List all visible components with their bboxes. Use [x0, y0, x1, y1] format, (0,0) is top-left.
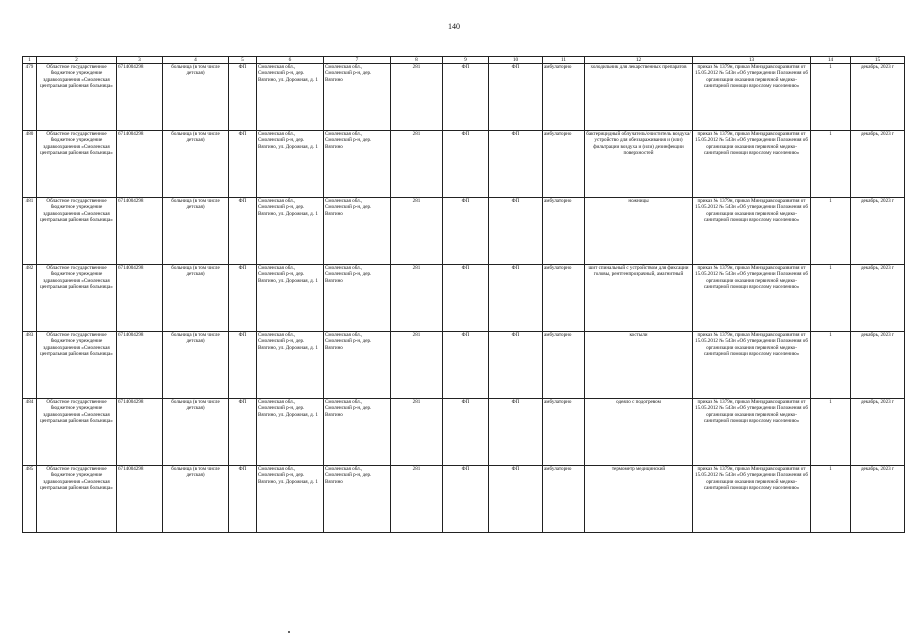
okato-code: 281: [391, 466, 443, 533]
okato-code: 281: [391, 332, 443, 399]
care-form: амбулаторно: [543, 399, 585, 466]
location-address: Смоленская обл., Смоленский р-н, дер. Вязгино: [324, 131, 391, 198]
location-address: Смоленская обл., Смоленский р-н, дер. Вязгино: [324, 399, 391, 466]
column-number: 4: [163, 57, 229, 64]
unit-type: ФП: [229, 198, 257, 265]
facility-type: больница (в том числе детская): [163, 64, 229, 131]
delivery-date: декабрь, 2023 г: [851, 466, 905, 533]
equipment-name: ножницы: [585, 198, 693, 265]
table-row: [23, 332, 905, 399]
unit-type: ФП: [229, 332, 257, 399]
unit-type: ФП: [229, 64, 257, 131]
care-form: амбулаторно: [543, 332, 585, 399]
column-number: 6: [257, 57, 324, 64]
delivery-date: декабрь, 2023 г: [851, 131, 905, 198]
okato-code: 281: [391, 64, 443, 131]
location-address: Смоленская обл., Смоленский р-н, дер. Вязгино: [324, 332, 391, 399]
row-number: 481: [23, 198, 37, 265]
organization-name: Областное государственное бюджетное учреждение здравоохранения «Смоленская центральная районная больница»: [37, 399, 117, 466]
column-number: 14: [811, 57, 851, 64]
table-row: [23, 64, 905, 131]
organization-name: Областное государственное бюджетное учреждение здравоохранения «Смоленская центральная районная больница»: [37, 466, 117, 533]
unit-type-3: ФП: [489, 399, 543, 466]
row-number: 479: [23, 64, 37, 131]
column-number: 9: [443, 57, 489, 64]
quantity: 1: [811, 332, 851, 399]
regulation-order: приказ № 1379н, приказ Минздравсоцразвития от 15.05.2012 № 543н «Об утверждении Положения об организации оказания первичной медико-санитарной помощи взрослому населению»: [693, 198, 811, 265]
scan-speck: [288, 631, 290, 633]
quantity: 1: [811, 131, 851, 198]
unit-type-2: ФП: [443, 64, 489, 131]
inn-code: 6714004298: [117, 198, 163, 265]
table-row: [23, 131, 905, 198]
quantity: 1: [811, 466, 851, 533]
unit-type: ФП: [229, 466, 257, 533]
equipment-name: костыли: [585, 332, 693, 399]
column-number: 1: [23, 57, 37, 64]
organization-name: Областное государственное бюджетное учреждение здравоохранения «Смоленская центральная районная больница»: [37, 265, 117, 332]
equipment-name: бактерицидный облучатель/очиститель воздуха/устройство для обеззараживания и (или) фильтрации воздуха и (или) дезинфекции поверхностей: [585, 131, 693, 198]
column-number: 13: [693, 57, 811, 64]
quantity: 1: [811, 265, 851, 332]
column-number: 11: [543, 57, 585, 64]
inn-code: 6714004298: [117, 399, 163, 466]
unit-type: ФП: [229, 265, 257, 332]
inn-code: 6714004298: [117, 332, 163, 399]
delivery-date: декабрь, 2023 г: [851, 64, 905, 131]
delivery-date: декабрь, 2023 г: [851, 198, 905, 265]
legal-address: Смоленская обл., Смоленский р-н, дер. Вязгино, ул. Дорожная, д. 1: [257, 131, 324, 198]
okato-code: 281: [391, 399, 443, 466]
legal-address: Смоленская обл., Смоленский р-н, дер. Вязгино, ул. Дорожная, д. 1: [257, 332, 324, 399]
regulation-order: приказ № 1379н, приказ Минздравсоцразвития от 15.05.2012 № 543н «Об утверждении Положения об организации оказания первичной медико-санитарной помощи взрослому населению»: [693, 399, 811, 466]
unit-type: ФП: [229, 131, 257, 198]
organization-name: Областное государственное бюджетное учреждение здравоохранения «Смоленская центральная районная больница»: [37, 131, 117, 198]
equipment-name: шит спинальный с устройством для фиксации головы, рентгенпрозрачный, амагнитный: [585, 265, 693, 332]
care-form: амбулаторно: [543, 265, 585, 332]
regulation-order: приказ № 1379н, приказ Минздравсоцразвития от 15.05.2012 № 543н «Об утверждении Положения об организации оказания первичной медико-санитарной помощи взрослому населению»: [693, 466, 811, 533]
inn-code: 6714004298: [117, 131, 163, 198]
column-number: 15: [851, 57, 905, 64]
unit-type: ФП: [229, 399, 257, 466]
column-number: 8: [391, 57, 443, 64]
organization-name: Областное государственное бюджетное учреждение здравоохранения «Смоленская центральная районная больница»: [37, 64, 117, 131]
legal-address: Смоленская обл., Смоленский р-н, дер. Вязгино, ул. Дорожная, д. 1: [257, 198, 324, 265]
column-number-row: [23, 57, 905, 64]
facility-type: больница (в том числе детская): [163, 466, 229, 533]
delivery-date: декабрь, 2023 г: [851, 265, 905, 332]
location-address: Смоленская обл., Смоленский р-н, дер. Вязгино: [324, 466, 391, 533]
inn-code: 6714004298: [117, 64, 163, 131]
quantity: 1: [811, 399, 851, 466]
table-row: [23, 466, 905, 533]
organization-name: Областное государственное бюджетное учреждение здравоохранения «Смоленская центральная районная больница»: [37, 198, 117, 265]
okato-code: 281: [391, 198, 443, 265]
legal-address: Смоленская обл., Смоленский р-н, дер. Вязгино, ул. Дорожная, д. 1: [257, 64, 324, 131]
legal-address: Смоленская обл., Смоленский р-н, дер. Вязгино, ул. Дорожная, д. 1: [257, 399, 324, 466]
equipment-name: термометр медицинский: [585, 466, 693, 533]
equipment-name: холодильник для лекарственных препаратов: [585, 64, 693, 131]
location-address: Смоленская обл., Смоленский р-н, дер. Вязгино: [324, 198, 391, 265]
table-row: [23, 399, 905, 466]
unit-type-3: ФП: [489, 131, 543, 198]
column-number: 2: [37, 57, 117, 64]
row-number: 485: [23, 466, 37, 533]
regulation-order: приказ № 1379н, приказ Минздравсоцразвития от 15.05.2012 № 543н «Об утверждении Положения об организации оказания первичной медико-санитарной помощи взрослому населению»: [693, 64, 811, 131]
unit-type-2: ФП: [443, 131, 489, 198]
regulation-order: приказ № 1379н, приказ Минздравсоцразвития от 15.05.2012 № 543н «Об утверждении Положения об организации оказания первичной медико-санитарной помощи взрослому населению»: [693, 332, 811, 399]
care-form: амбулаторно: [543, 198, 585, 265]
row-number: 482: [23, 265, 37, 332]
unit-type-2: ФП: [443, 265, 489, 332]
care-form: амбулаторно: [543, 131, 585, 198]
unit-type-2: ФП: [443, 198, 489, 265]
equipment-table: [22, 56, 905, 533]
okato-code: 281: [391, 131, 443, 198]
column-number: 10: [489, 57, 543, 64]
location-address: Смоленская обл., Смоленский р-н, дер. Вязгино: [324, 265, 391, 332]
regulation-order: приказ № 1379н, приказ Минздравсоцразвития от 15.05.2012 № 543н «Об утверждении Положения об организации оказания первичной медико-санитарной помощи взрослому населению»: [693, 265, 811, 332]
unit-type-3: ФП: [489, 198, 543, 265]
facility-type: больница (в том числе детская): [163, 399, 229, 466]
care-form: амбулаторно: [543, 64, 585, 131]
row-number: 483: [23, 332, 37, 399]
table-body: [23, 64, 905, 533]
equipment-name: одеяло с подогревом: [585, 399, 693, 466]
delivery-date: декабрь, 2023 г: [851, 399, 905, 466]
organization-name: Областное государственное бюджетное учреждение здравоохранения «Смоленская центральная районная больница»: [37, 332, 117, 399]
table-row: [23, 265, 905, 332]
unit-type-3: ФП: [489, 332, 543, 399]
row-number: 484: [23, 399, 37, 466]
facility-type: больница (в том числе детская): [163, 265, 229, 332]
unit-type-2: ФП: [443, 399, 489, 466]
column-number: 7: [324, 57, 391, 64]
delivery-date: декабрь, 2023 г: [851, 332, 905, 399]
facility-type: больница (в том числе детская): [163, 198, 229, 265]
unit-type-3: ФП: [489, 64, 543, 131]
legal-address: Смоленская обл., Смоленский р-н, дер. Вязгино, ул. Дорожная, д. 1: [257, 466, 324, 533]
row-number: 480: [23, 131, 37, 198]
legal-address: Смоленская обл., Смоленский р-н, дер. Вязгино, ул. Дорожная, д. 1: [257, 265, 324, 332]
unit-type-2: ФП: [443, 466, 489, 533]
facility-type: больница (в том числе детская): [163, 131, 229, 198]
inn-code: 6714004298: [117, 466, 163, 533]
location-address: Смоленская обл., Смоленский р-н, дер. Вязгино: [324, 64, 391, 131]
facility-type: больница (в том числе детская): [163, 332, 229, 399]
regulation-order: приказ № 1379н, приказ Минздравсоцразвития от 15.05.2012 № 543н «Об утверждении Положения об организации оказания первичной медико-санитарной помощи взрослому населению»: [693, 131, 811, 198]
column-number: 3: [117, 57, 163, 64]
quantity: 1: [811, 64, 851, 131]
column-number: 5: [229, 57, 257, 64]
unit-type-3: ФП: [489, 466, 543, 533]
okato-code: 281: [391, 265, 443, 332]
quantity: 1: [811, 198, 851, 265]
inn-code: 6714004298: [117, 265, 163, 332]
unit-type-2: ФП: [443, 332, 489, 399]
care-form: амбулаторно: [543, 466, 585, 533]
table-row: [23, 198, 905, 265]
column-number: 12: [585, 57, 693, 64]
unit-type-3: ФП: [489, 265, 543, 332]
page-number: 140: [448, 22, 460, 31]
